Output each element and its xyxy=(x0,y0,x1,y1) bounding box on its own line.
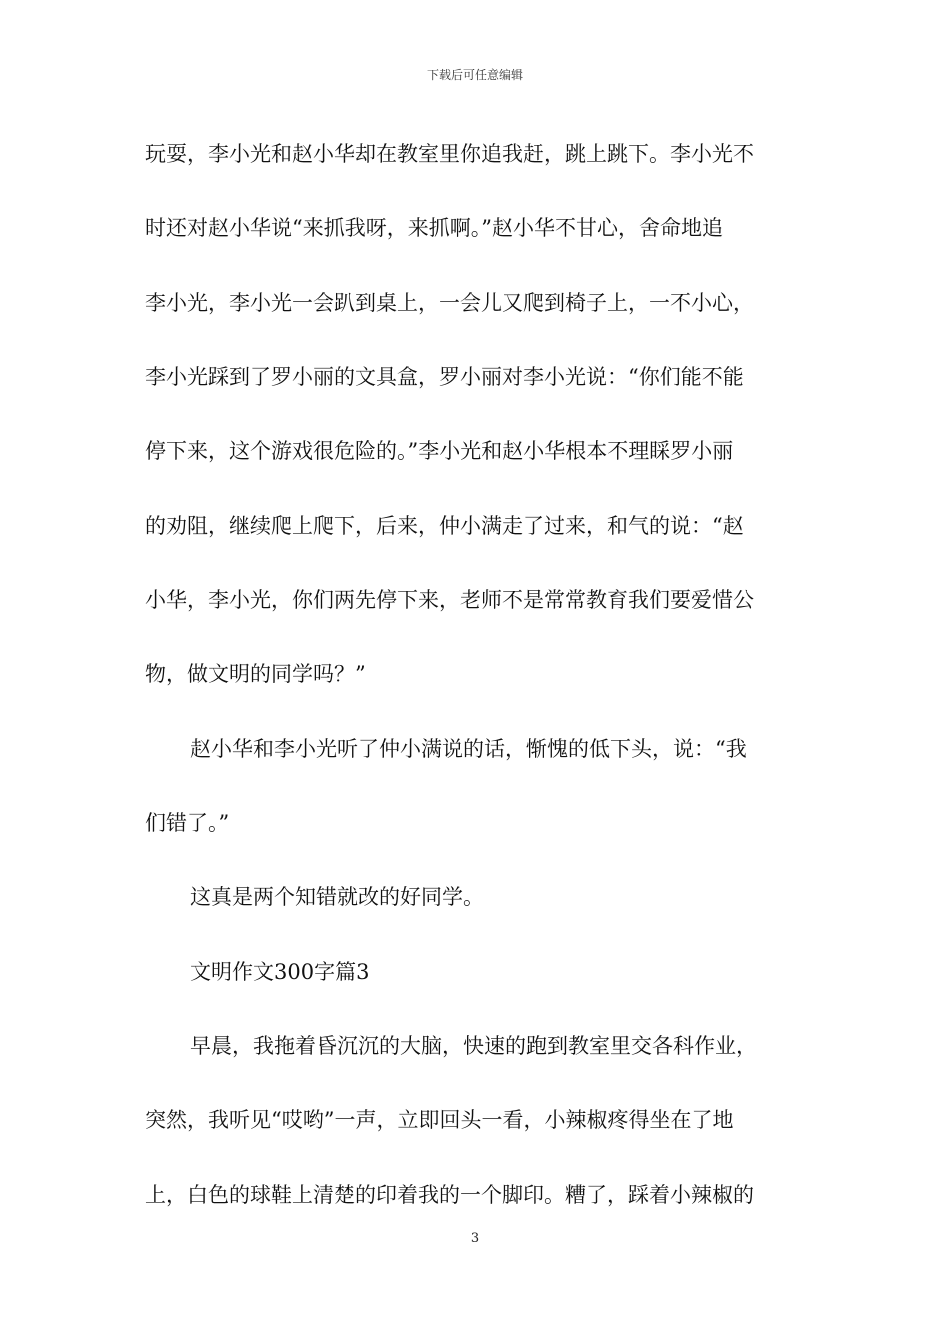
text-line-6: 的劝阻，继续爬上爬下，后来，仲小满走了过来，和气的说：“赵 xyxy=(145,514,744,538)
section-heading: 文明作文300字篇3 xyxy=(190,960,370,984)
text-line-4: 李小光踩到了罗小丽的文具盒，罗小丽对李小光说：“你们能不能 xyxy=(145,365,744,389)
page-number: 3 xyxy=(470,1231,480,1246)
text-line-14: 突然，我听见“哎哟”一声，立即回头一看，小辣椒疼得坐在了地 xyxy=(145,1108,734,1132)
text-line-15: 上，白色的球鞋上清楚的印着我的一个脚印。糟了，踩着小辣椒的 xyxy=(145,1183,754,1207)
text-line-10: 们错了。” xyxy=(145,811,230,835)
text-line-9: 赵小华和李小光听了仲小满说的话，惭愧的低下头，说：“我 xyxy=(190,737,747,761)
text-line-1: 玩耍，李小光和赵小华却在教室里你追我赶，跳上跳下。李小光不 xyxy=(145,142,754,166)
text-line-3: 李小光，李小光一会趴到桌上，一会儿又爬到椅子上，一不小心， xyxy=(145,291,754,315)
page-header: 下载后可任意编辑 xyxy=(426,68,523,82)
text-line-8: 物，做文明的同学吗？” xyxy=(145,662,366,686)
text-line-13: 早晨，我拖着昏沉沉的大脑，快速的跑到教室里交各科作业， xyxy=(190,1034,757,1058)
text-line-5: 停下来，这个游戏很危险的。”李小光和赵小华根本不理睬罗小丽 xyxy=(145,439,734,463)
text-line-11: 这真是两个知错就改的好同学。 xyxy=(190,885,484,909)
text-line-7: 小华，李小光，你们两先停下来，老师不是常常教育我们要爱惜公 xyxy=(145,588,754,612)
text-line-2: 时还对赵小华说“来抓我呀，来抓啊。”赵小华不甘心，舍命地追 xyxy=(145,216,723,240)
